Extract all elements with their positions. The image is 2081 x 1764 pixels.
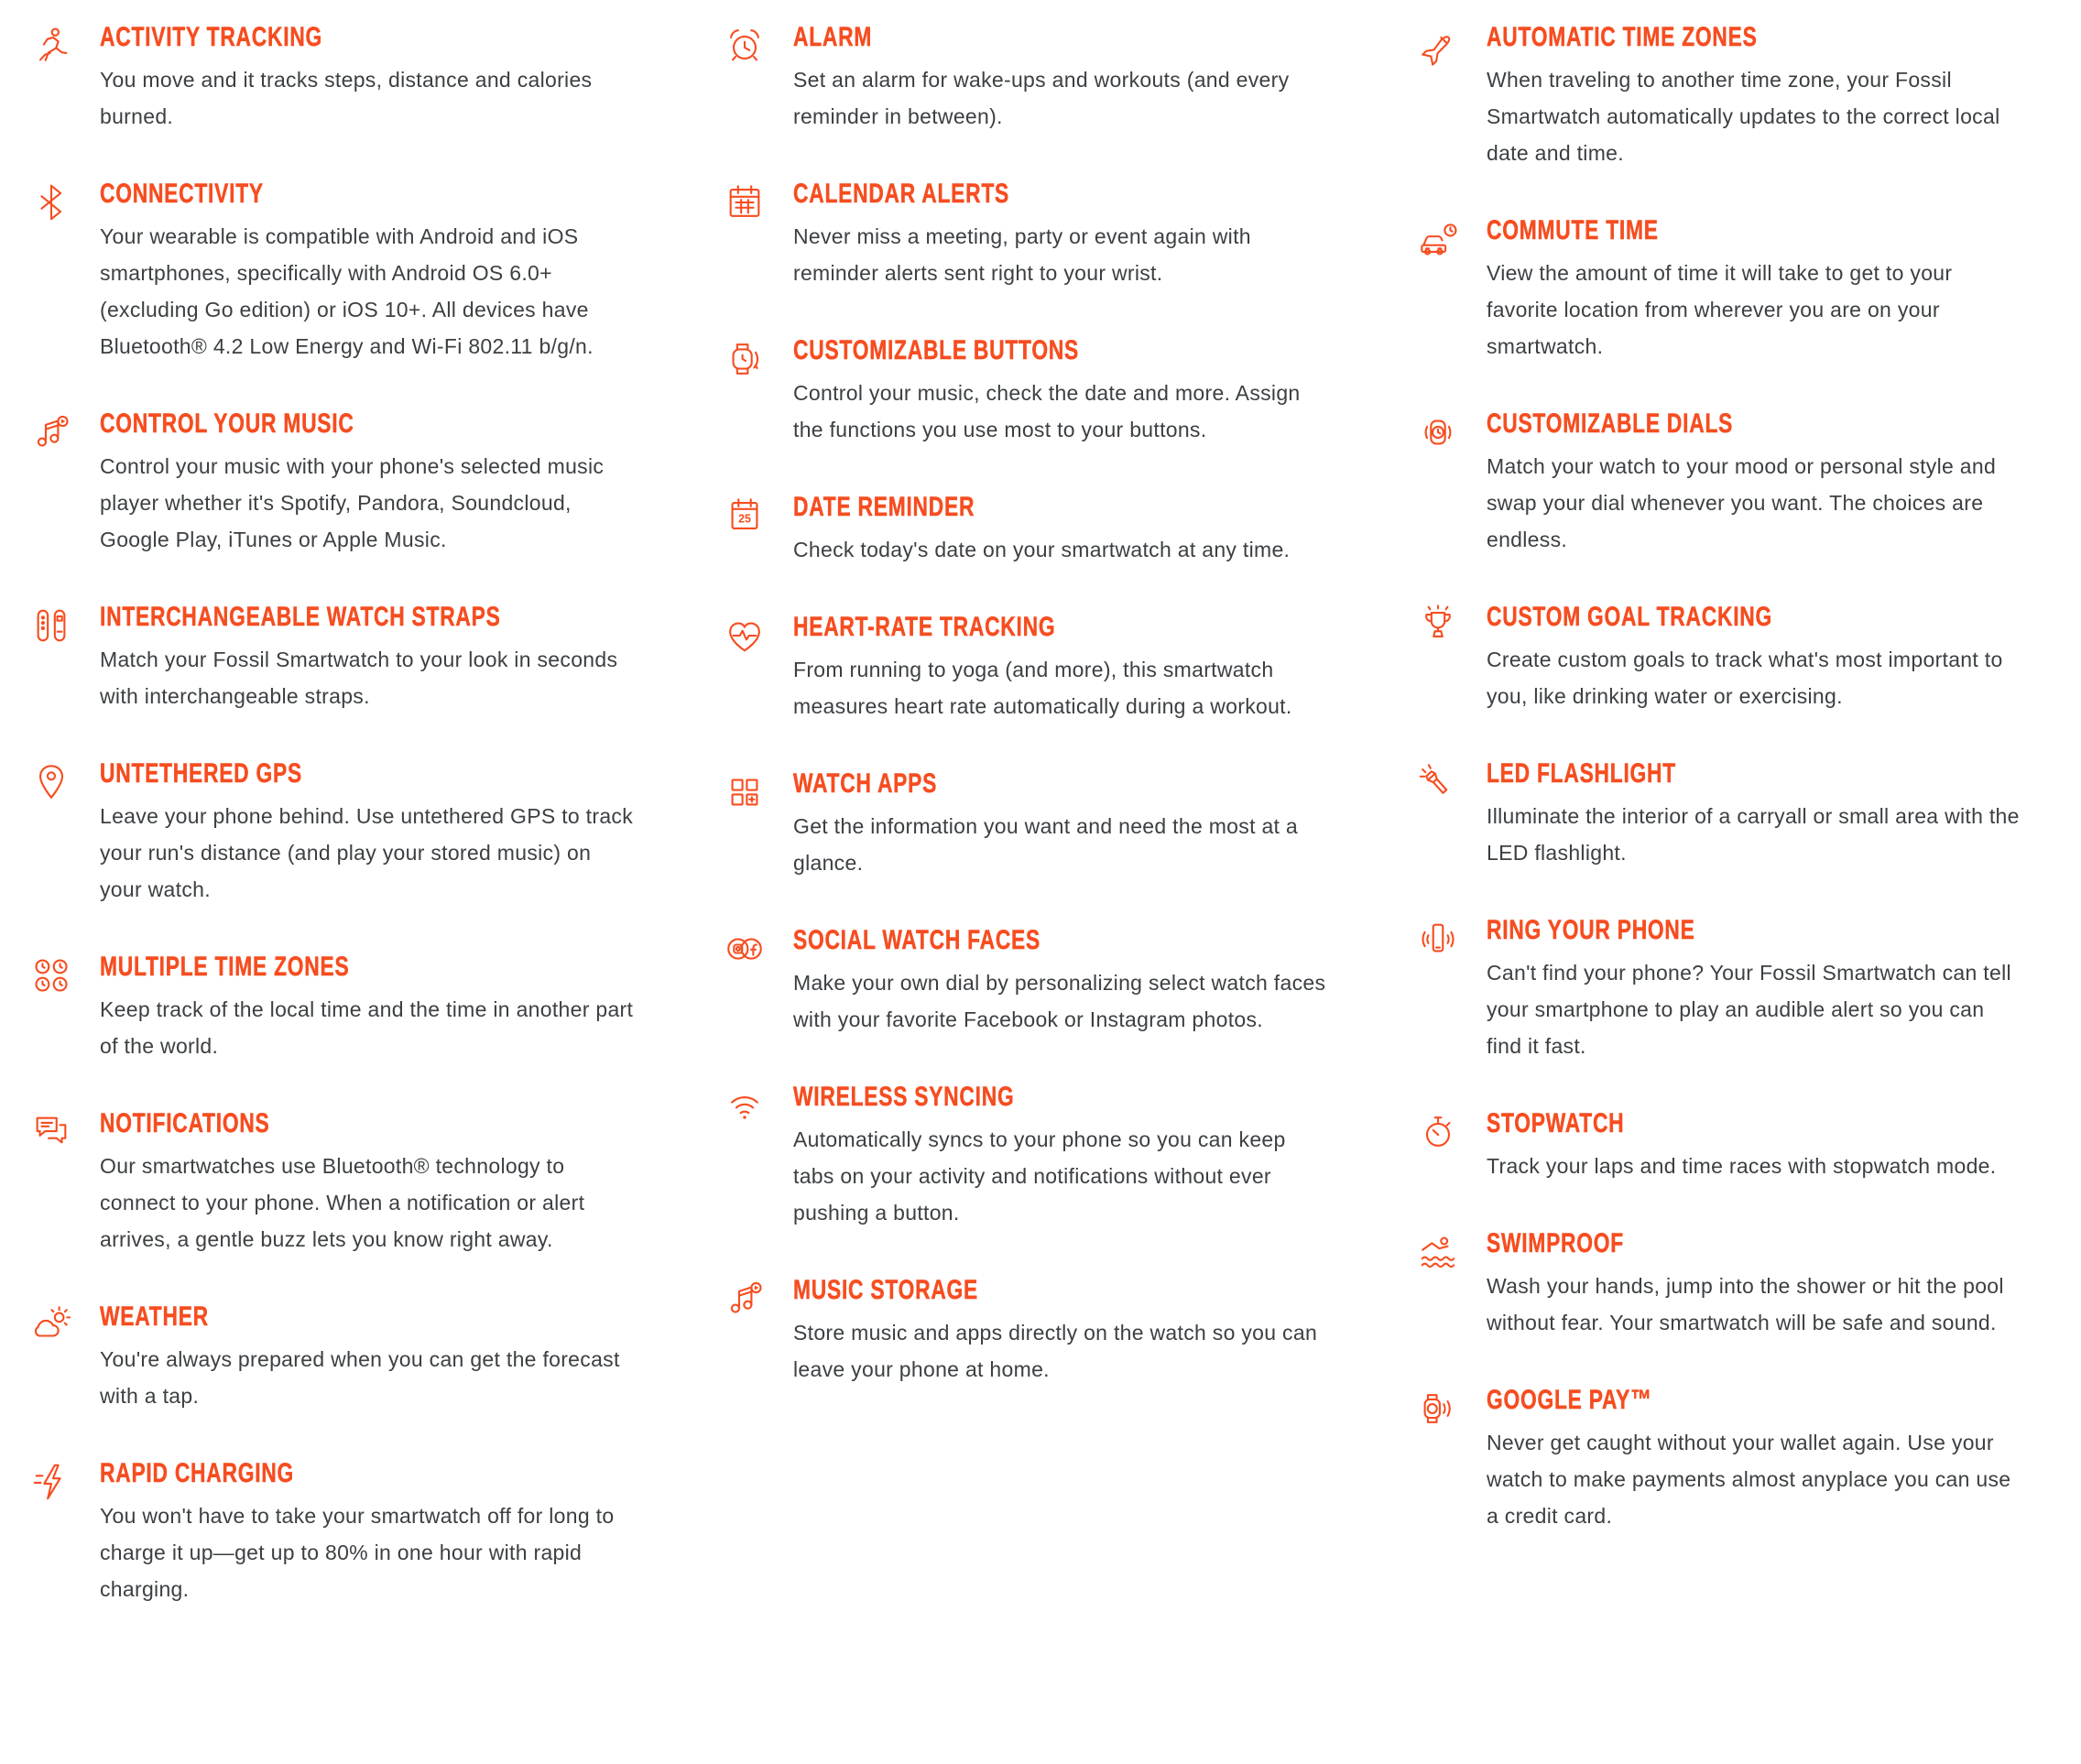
feature-item: [30, 1108, 649, 1258]
bluetooth-icon: [30, 181, 72, 223]
feature-title: CUSTOM GOAL TRACKING: [1487, 602, 1773, 632]
feature-text: [1487, 1228, 2023, 1341]
feature-text: [100, 1301, 637, 1414]
feature-description: Never get caught without your wallet again. Use your watch to make payments almost anyplace you can use a credit card.: [1487, 1431, 2011, 1528]
feature-item: [30, 1301, 649, 1414]
feature-text: [100, 602, 637, 714]
feature-text: [100, 952, 637, 1064]
phone-sound-waves-icon: [1417, 918, 1459, 960]
feature-text: [793, 1275, 1330, 1388]
feature-title: CALENDAR ALERTS: [793, 179, 1010, 209]
feature-description: Your wearable is compatible with Android and iOS smartphones, specifically with Android OS 6.0+ (excluding Go edition) or iOS 10+. All devices have Bluetooth® 4.2 Low Energy and Wi-Fi 802.11 b/g/n.: [100, 224, 594, 358]
feature-title: CUSTOMIZABLE DIALS: [1487, 408, 1734, 439]
feature-item: [724, 492, 1343, 568]
feature-item: [30, 952, 649, 1064]
feature-text: [1487, 408, 2023, 558]
feature-text: [793, 179, 1330, 291]
feature-description: Our smartwatches use Bluetooth® technology to connect to your phone. When a notification or alert arrives, a gentle buzz lets you know right away.: [100, 1154, 585, 1251]
feature-title: ACTIVITY TRACKING: [100, 22, 323, 52]
feature-item: [724, 22, 1343, 135]
feature-description: Get the information you want and need the most at a glance.: [793, 814, 1299, 875]
feature-item: [724, 925, 1343, 1038]
feature-text: [793, 22, 1330, 135]
social-circles-icon: [724, 928, 766, 970]
multiple-clocks-icon: [30, 954, 72, 996]
svg-text:25: 25: [738, 512, 751, 526]
music-note-play-icon: [724, 1278, 766, 1320]
feature-title: COMMUTE TIME: [1487, 215, 1659, 245]
feature-item: [1417, 22, 2036, 171]
feature-title: SOCIAL WATCH FACES: [793, 925, 1040, 955]
feature-description: Can't find your phone? Your Fossil Smartwatch can tell your smartphone to play an audible alert so you can find it fast.: [1487, 961, 2011, 1058]
feature-text: [793, 1082, 1330, 1231]
feature-description: Set an alarm for wake-ups and workouts (and every reminder in between).: [793, 68, 1290, 128]
feature-text: [100, 179, 637, 365]
feature-text: [1487, 915, 2023, 1064]
feature-text: [793, 768, 1330, 881]
feature-description: You move and it tracks steps, distance and calories burned.: [100, 68, 593, 128]
feature-text: [100, 1108, 637, 1258]
feature-title: RING YOUR PHONE: [1487, 915, 1695, 945]
airplane-icon: [1417, 25, 1459, 67]
feature-title: AUTOMATIC TIME ZONES: [1487, 22, 1758, 52]
feature-title: WATCH APPS: [793, 768, 938, 799]
lightning-bolt-icon: [30, 1461, 72, 1503]
feature-description: Illuminate the interior of a carryall or small area with the LED flashlight.: [1487, 804, 2020, 865]
feature-title: CONTROL YOUR MUSIC: [100, 408, 354, 439]
feature-item: [724, 768, 1343, 881]
feature-title: MUSIC STORAGE: [793, 1275, 979, 1305]
feature-description: Make your own dial by personalizing select watch faces with your favorite Facebook or Instagram photos.: [793, 971, 1326, 1031]
cloud-sun-icon: [30, 1304, 72, 1346]
feature-item: [30, 179, 649, 365]
feature-text: [1487, 1108, 1996, 1184]
feature-description: Match your Fossil Smartwatch to your look in seconds with interchangeable straps.: [100, 648, 618, 708]
features-column: [1417, 22, 2036, 1607]
flashlight-icon: [1417, 761, 1459, 803]
watch-buttons-icon: [724, 338, 766, 380]
location-pin-icon: [30, 761, 72, 803]
feature-item: [30, 758, 649, 908]
feature-description: Track your laps and time races with stopwatch mode.: [1487, 1154, 1997, 1178]
feature-title: UNTETHERED GPS: [100, 758, 302, 789]
feature-text: [793, 925, 1330, 1038]
feature-description: View the amount of time it will take to get to your favorite location from wherever you are on your smartwatch.: [1487, 261, 1953, 358]
feature-text: [100, 22, 637, 135]
feature-title: MULTIPLE TIME ZONES: [100, 952, 350, 982]
feature-item: [30, 408, 649, 558]
feature-title: GOOGLE PAY™: [1487, 1385, 1652, 1415]
feature-item: [724, 335, 1343, 448]
chat-bubbles-icon: [30, 1111, 72, 1153]
feature-item: [1417, 215, 2036, 365]
watch-dial-icon: [1417, 411, 1459, 453]
feature-text: [1487, 758, 2023, 871]
feature-title: WIRELESS SYNCING: [793, 1082, 1015, 1112]
feature-title: INTERCHANGEABLE WATCH STRAPS: [100, 602, 501, 632]
calendar-icon: [724, 181, 766, 223]
feature-description: Control your music, check the date and more. Assign the functions you use most to your buttons.: [793, 381, 1301, 441]
feature-text: [100, 1458, 637, 1607]
feature-description: You're always prepared when you can get the forecast with a tap.: [100, 1347, 620, 1408]
feature-item: [724, 1082, 1343, 1231]
feature-text: [1487, 22, 2023, 171]
car-clock-icon: [1417, 218, 1459, 260]
feature-text: [793, 492, 1290, 568]
feature-description: Wash your hands, jump into the shower or hit the pool without fear. Your smartwatch will be safe and sound.: [1487, 1274, 2004, 1334]
wifi-icon: [724, 1084, 766, 1127]
feature-text: [100, 758, 637, 908]
feature-item: [724, 612, 1343, 724]
feature-description: Automatically syncs to your phone so you can keep tabs on your activity and notifications without ever pushing a button.: [793, 1127, 1286, 1225]
feature-item: [30, 22, 649, 135]
feature-item: [1417, 758, 2036, 871]
feature-item: [30, 602, 649, 714]
feature-title: SWIMPROOF: [1487, 1228, 1624, 1258]
feature-description: Check today's date on your smartwatch at any time.: [793, 538, 1291, 561]
feature-title: NOTIFICATIONS: [100, 1108, 270, 1138]
feature-item: [724, 1275, 1343, 1388]
feature-text: [1487, 215, 2023, 365]
calendar-date-25-icon: [724, 495, 766, 537]
feature-description: Never miss a meeting, party or event again with reminder alerts sent right to your wrist.: [793, 224, 1251, 285]
feature-description: When traveling to another time zone, your Fossil Smartwatch automatically updates to the correct local date and time.: [1487, 68, 2000, 165]
feature-description: Control your music with your phone's selected music player whether it's Spotify, Pandora, Soundcloud, Google Play, iTunes or Apple Music.: [100, 454, 605, 551]
running-icon: [30, 25, 72, 67]
feature-title: CUSTOMIZABLE BUTTONS: [793, 335, 1080, 365]
trophy-icon: [1417, 604, 1459, 647]
apps-grid-icon: [724, 771, 766, 813]
features-column: [724, 22, 1343, 1607]
feature-description: Match your watch to your mood or personal style and swap your dial whenever you want. The choices are endless.: [1487, 454, 1997, 551]
feature-text: [793, 612, 1330, 724]
feature-item: [30, 1458, 649, 1607]
features-column: [30, 22, 649, 1607]
feature-item: [1417, 408, 2036, 558]
feature-title: RAPID CHARGING: [100, 1458, 295, 1488]
feature-description: Leave your phone behind. Use untethered GPS to track your run's distance (and play your stored music) on your watch.: [100, 804, 634, 901]
feature-title: DATE REMINDER: [793, 492, 975, 522]
music-note-play-icon: [30, 411, 72, 453]
stopwatch-icon: [1417, 1111, 1459, 1153]
feature-description: From running to yoga (and more), this smartwatch measures heart rate automatically during a workout.: [793, 658, 1292, 718]
heart-pulse-icon: [724, 615, 766, 657]
feature-item: [1417, 915, 2036, 1064]
feature-item: [1417, 1108, 2036, 1184]
feature-title: CONNECTIVITY: [100, 179, 264, 209]
feature-text: [793, 335, 1330, 448]
alarm-clock-icon: [724, 25, 766, 67]
feature-item: [1417, 602, 2036, 714]
feature-title: ALARM: [793, 22, 873, 52]
feature-text: [100, 408, 637, 558]
swimmer-icon: [1417, 1231, 1459, 1273]
watch-nfc-icon: [1417, 1388, 1459, 1430]
feature-title: HEART-RATE TRACKING: [793, 612, 1056, 642]
feature-item: [724, 179, 1343, 291]
feature-description: Create custom goals to track what's most important to you, like drinking water or exercising.: [1487, 648, 2003, 708]
feature-title: WEATHER: [100, 1301, 209, 1332]
feature-description: Store music and apps directly on the watch so you can leave your phone at home.: [793, 1321, 1318, 1381]
feature-description: Keep track of the local time and the time in another part of the world.: [100, 997, 634, 1058]
feature-text: [1487, 602, 2023, 714]
feature-item: [1417, 1385, 2036, 1534]
feature-title: LED FLASHLIGHT: [1487, 758, 1676, 789]
feature-description: You won't have to take your smartwatch off for long to charge it up—get up to 80% in one hour with rapid charging.: [100, 1504, 615, 1601]
feature-item: [1417, 1228, 2036, 1341]
watch-straps-icon: [30, 604, 72, 647]
feature-text: [1487, 1385, 2023, 1534]
feature-title: STOPWATCH: [1487, 1108, 1625, 1138]
